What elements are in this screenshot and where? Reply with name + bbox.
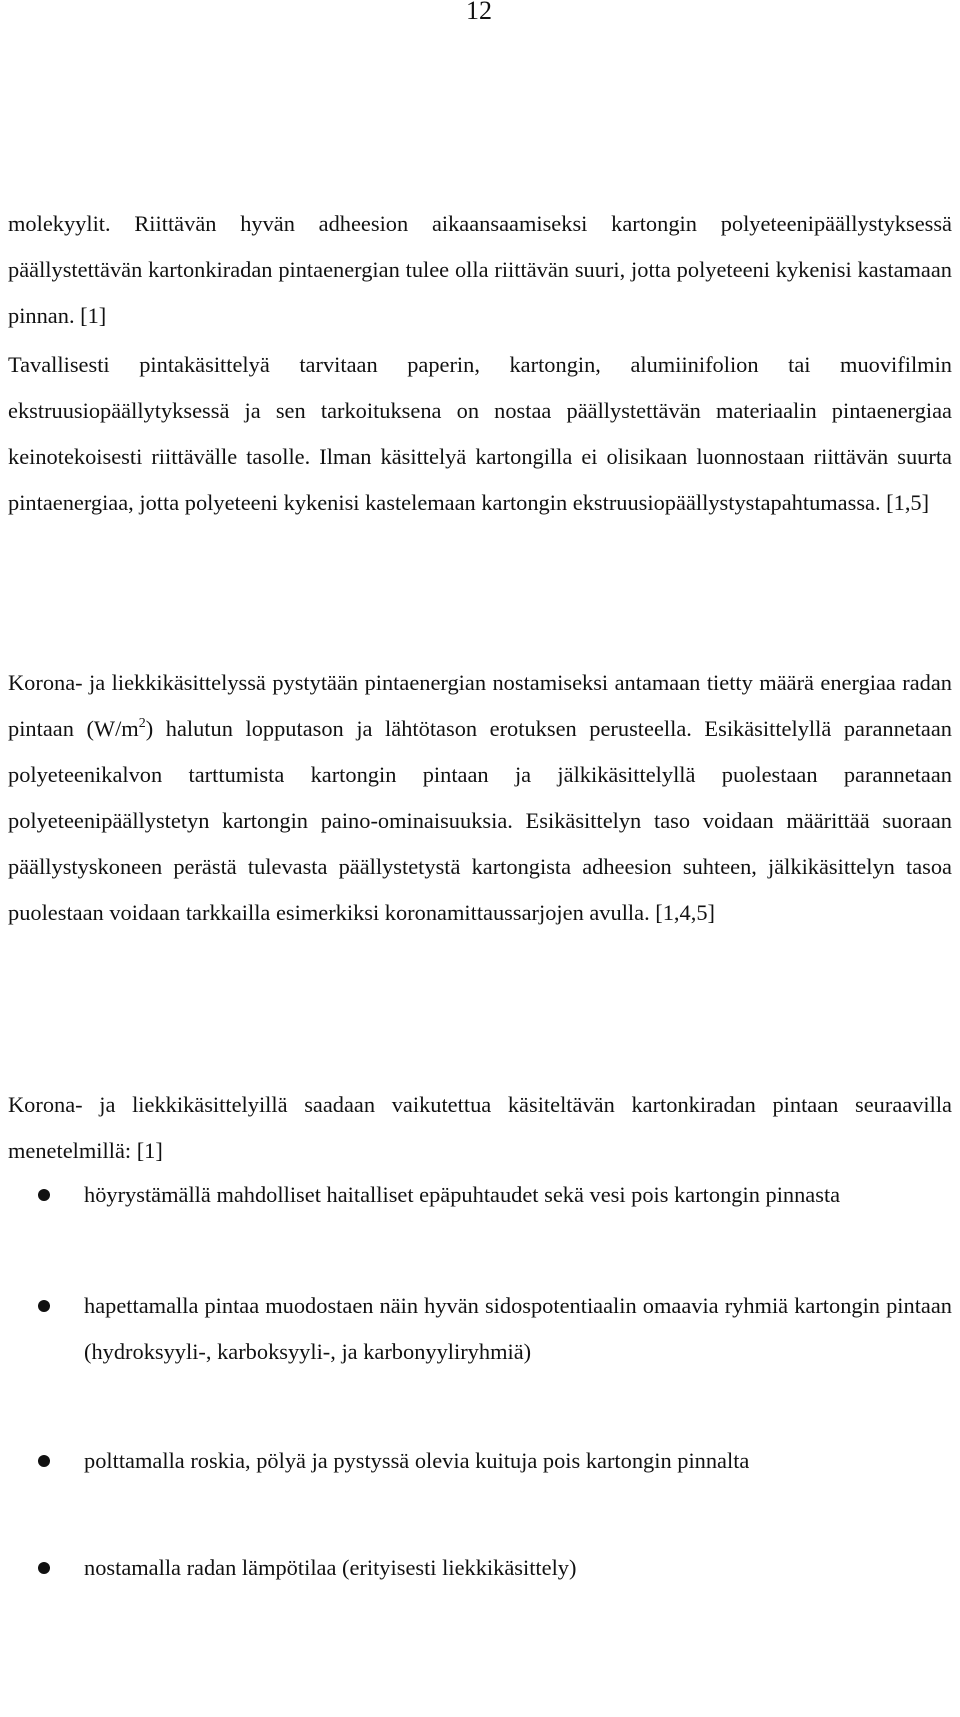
paragraph-surface-treatment xyxy=(8,342,952,526)
paragraph-text: Tavallisesti pintakäsittelyä tarvitaan paperin, kartongin, alumiinifolion tai muovifilmin ekstruusiopäällytyksessä ja sen tarkoituksena on nostaa päällystettävän materiaalin pintaenergiaa keinotekoisesti riittävälle tasolle. Ilman käsittelyä kartongilla ei olisikaan luonnostaan riittävän suurta pintaenergiaa, jotta polyeteeni kykenisi kastelemaan kartongin ekstruusiopäällystystapahtumassa. [1,5] xyxy=(8,352,952,515)
paragraph-text: Korona- ja liekkikäsittelyillä saadaan vaikutettua käsiteltävän kartonkiradan pintaan seuraavilla menetelmillä: [1] xyxy=(8,1092,952,1163)
superscript: 2 xyxy=(138,716,146,731)
list-item-text: polttamalla roskia, pölyä ja pystyssä olevia kuituja pois kartongin pinnalta xyxy=(84,1448,750,1473)
paragraph-text xyxy=(8,660,952,936)
paragraph-text: molekyylit. Riittävän hyvän adheesion aikaansaamiseksi kartongin polyeteenipäällystyksessä päällystettävän kartonkiradan pintaenergian tulee olla riittävän suuri, jotta polyeteeni kykenisi kastamaan pinnan. [1] xyxy=(8,211,952,328)
paragraph-text-part: ) halutun lopputason ja lähtötason erotuksen perusteella. Esikäsittelyllä parannetaan polyeteenikalvon tarttumista kartongin pintaan ja jälkikäsittelyllä puolestaan parannetaan polyeteenipäällystetyn kartongin paino-ominaisuuksia. Esikäsittelyn taso voidaan määrittää suoraan päällystyskoneen perästä tulevasta päällystetystä kartongista adheesion suhteen, jälkikäsittelyn tasoa puolestaan voidaan tarkkailla esimerkiksi koronamittaussarjojen avulla. [1,4,5] xyxy=(8,716,953,925)
bullet-icon xyxy=(38,1455,50,1467)
list-item-text: höyrystämällä mahdolliset haitalliset epäpuhtaudet sekä vesi pois kartongin pinnasta xyxy=(84,1182,841,1207)
page-number: 12 xyxy=(466,0,492,25)
bullet-icon xyxy=(38,1300,50,1312)
paragraph-adhesion xyxy=(8,201,952,339)
paragraph-text-part: Korona- ja liekkikäsittelyssä pystytään pintaenergian nostamiseksi antamaan tietty määrä energiaa radan pintaan (W/m xyxy=(8,670,952,741)
bullet-icon xyxy=(38,1562,50,1574)
list-item-text: hapettamalla pintaa muodostaen näin hyvän sidospotentiaalin omaavia ryhmiä kartongin pintaan (hydroksyyli-, karboksyyli-, ja karbonyyliryhmiä) xyxy=(84,1293,952,1364)
list-item-text: nostamalla radan lämpötilaa (erityisesti liekkikäsittely) xyxy=(84,1555,577,1580)
bullet-icon xyxy=(38,1189,50,1201)
paragraph-corona-flame xyxy=(8,660,952,936)
paragraph-methods-intro xyxy=(8,1082,952,1174)
